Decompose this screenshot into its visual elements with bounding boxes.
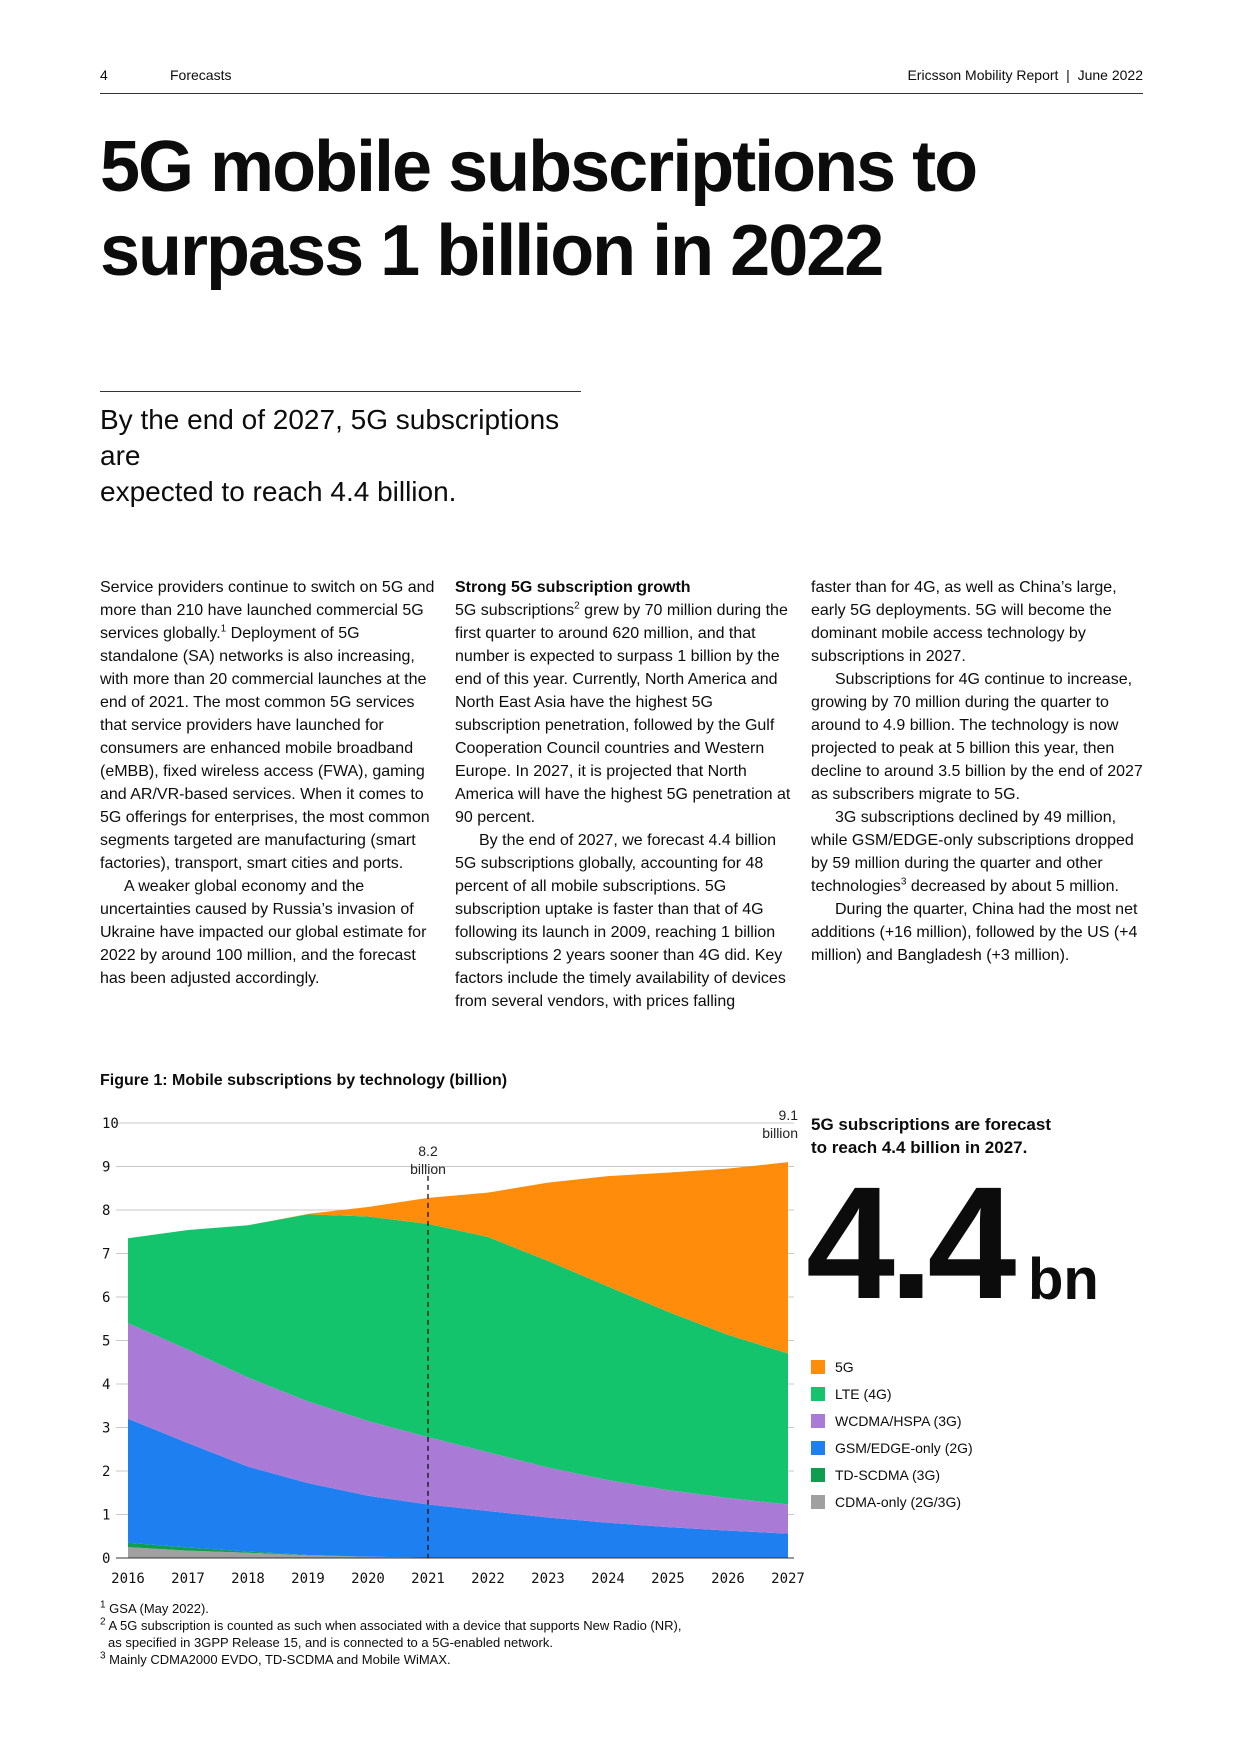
x-tick-label: 2022	[471, 1571, 505, 1587]
paragraph: A weaker global economy and the uncertainties caused by Russia’s invasion of Ukraine have impacted our global estimate for 2022 by around 100 million, and the forecast has been adjusted accordingly.	[100, 878, 427, 987]
x-tick-label: 2023	[531, 1571, 565, 1587]
x-tick-label: 2021	[411, 1571, 445, 1587]
footnote-3	[100, 1651, 800, 1668]
y-tick-label: 2	[102, 1464, 111, 1480]
legend-swatch	[811, 1360, 825, 1374]
legend-item	[811, 1407, 973, 1434]
text: 3G subscriptions declined by 49 million, while GSM/EDGE-only subscriptions dropped by 59 million during the quarter and other technologies	[811, 809, 1134, 895]
body-column-1	[100, 576, 437, 990]
y-tick-label: 5	[102, 1333, 111, 1350]
y-tick-label: 8	[102, 1203, 111, 1219]
legend-swatch	[811, 1495, 825, 1509]
text: 5G subscriptions	[455, 602, 575, 619]
footnote-text: GSA (May 2022).	[105, 1601, 209, 1616]
y-tick-label: 4	[102, 1377, 111, 1393]
section-name: Forecasts	[170, 67, 232, 83]
x-tick-label: 2027	[771, 1571, 805, 1587]
footnote-2-continued: as specified in 3GPP Release 15, and is connected to a 5G-enabled network.	[108, 1635, 553, 1650]
big-number-unit: bn	[1028, 1247, 1099, 1312]
body-column-2	[455, 576, 792, 1013]
y-tick-label: 7	[102, 1246, 111, 1263]
callout-line-2: to reach 4.4 billion in 2027.	[811, 1138, 1028, 1157]
legend-label: TD-SCDMA (3G)	[835, 1466, 940, 1483]
area-series	[128, 1162, 788, 1558]
footnote-ref: 3	[900, 876, 907, 888]
paragraph: During the quarter, China had the most net additions (+16 million), followed by the US (+4 million) and Bangladesh (+3 million).	[811, 901, 1138, 964]
legend-item	[811, 1380, 973, 1407]
section-heading: Strong 5G subscription growth	[455, 579, 691, 596]
paragraph	[100, 576, 437, 875]
legend-item	[811, 1488, 973, 1515]
x-tick-label: 2019	[291, 1571, 325, 1587]
legend-swatch	[811, 1387, 825, 1401]
legend-label: WCDMA/HSPA (3G)	[835, 1412, 962, 1429]
legend-label: LTE (4G)	[835, 1385, 892, 1402]
annotation-value: 8.2	[418, 1142, 438, 1159]
page-title	[100, 125, 1143, 293]
footnote-text: A 5G subscription is counted as such when associated with a device that supports New Radio (NR),	[105, 1618, 682, 1633]
footnote-marker: 1	[100, 1599, 106, 1611]
subtitle-line-1: By the end of 2027, 5G subscriptions are	[100, 404, 560, 471]
x-tick-label: 2024	[591, 1571, 625, 1587]
text: Deployment of 5G standalone (SA) networks is also increasing, with more than 20 commercial launches at the end of 2021. The most common 5G services that service providers have launched for consumers are enhanced mobile broadband (eMBB), fixed wireless access (FWA), gaming and AR/VR-based services. When it comes to 5G offerings for enterprises, the most common segments targeted are manufacturing (smart factories), transport, smart cities and ports.	[100, 625, 430, 872]
y-tick-label: 0	[102, 1551, 111, 1567]
y-tick-label: 1	[102, 1507, 111, 1524]
legend-item	[811, 1353, 973, 1380]
title-line-2: surpass 1 billion in 2022	[100, 211, 883, 291]
legend-swatch	[811, 1441, 825, 1455]
annotation-unit: billion	[410, 1160, 446, 1177]
y-tick-label: 10	[102, 1116, 119, 1132]
legend-label: 5G	[835, 1358, 854, 1375]
footnote-2	[100, 1617, 800, 1634]
legend-swatch	[811, 1414, 825, 1428]
legend-swatch	[811, 1468, 825, 1482]
footnote-ref: 1	[220, 623, 227, 635]
header-divider	[100, 93, 1143, 94]
report-title: Ericsson Mobility Report | June 2022	[907, 67, 1143, 83]
footnote-marker: 3	[100, 1650, 106, 1662]
legend-item	[811, 1434, 973, 1461]
annotation-value: 9.1	[778, 1107, 798, 1124]
y-tick-label: 9	[102, 1159, 111, 1176]
paragraph: By the end of 2027, we forecast 4.4 billion 5G subscriptions globally, accounting for 48 percent of all mobile subscriptions. 5G subscription uptake is faster than that of 4G following its launch in 2009, reaching 1 billion subscriptions 2 years sooner than 4G did. Key factors include the timely availability of devices from several vendors, with prices falling	[455, 832, 786, 1010]
paragraph	[455, 599, 792, 829]
footnote-marker: 2	[100, 1616, 106, 1628]
subtitle-line-2: expected to reach 4.4 billion.	[100, 476, 457, 507]
paragraph: faster than for 4G, as well as China’s large, early 5G deployments. 5G will become the dominant mobile access technology by subscriptions in 2027.	[811, 579, 1117, 665]
big-number: 4.4	[806, 1153, 1011, 1332]
y-tick-label: 6	[102, 1290, 111, 1306]
annotation-unit: billion	[762, 1125, 798, 1142]
subtitle-divider	[100, 391, 581, 392]
footnote-text: Mainly CDMA2000 EVDO, TD-SCDMA and Mobile WiMAX.	[105, 1652, 451, 1667]
title-line-1: 5G mobile subscriptions to	[100, 127, 977, 207]
legend-label: GSM/EDGE-only (2G)	[835, 1439, 973, 1456]
footnote-1	[100, 1600, 800, 1617]
x-tick-label: 2018	[231, 1571, 265, 1587]
x-tick-label: 2017	[171, 1571, 205, 1587]
x-tick-label: 2026	[711, 1571, 745, 1587]
figure-title: Figure 1: Mobile subscriptions by technology (billion)	[100, 1072, 508, 1089]
footnotes	[100, 1600, 800, 1668]
page-number: 4	[100, 67, 108, 83]
paragraph: Subscriptions for 4G continue to increase, growing by 70 million during the quarter to around to 4.9 billion. The technology is now projected to peak at 5 billion this year, then decline to around 3.5 billion by the end of 2027 as subscribers migrate to 5G.	[811, 671, 1143, 803]
subtitle	[100, 402, 600, 510]
x-tick-label: 2025	[651, 1571, 685, 1587]
legend-item	[811, 1461, 973, 1488]
stacked-area-chart	[90, 1105, 805, 1587]
y-tick-label: 3	[102, 1420, 111, 1437]
text: grew by 70 million during the first quarter to around 620 million, and that number is expected to surpass 1 billion by the end of this year. Currently, North America and North East Asia have the highest 5G subscription penetration, followed by the Gulf Cooperation Council countries and Western Europe. In 2027, it is projected that North America will have the highest 5G penetration at 90 percent.	[455, 602, 791, 826]
footnote-ref: 2	[574, 600, 580, 612]
paragraph	[811, 806, 1151, 898]
chart-legend	[811, 1353, 973, 1515]
x-tick-label: 2016	[111, 1571, 145, 1587]
text: decreased by about 5 million.	[906, 878, 1119, 895]
body-column-3	[811, 576, 1151, 967]
x-tick-label: 2020	[351, 1571, 385, 1587]
text: Service providers continue to switch on 5G and more than 210 have launched commercial 5G services globally.	[100, 579, 435, 642]
callout-line-1: 5G subscriptions are forecast	[811, 1115, 1051, 1134]
legend-label: CDMA-only (2G/3G)	[835, 1493, 962, 1510]
